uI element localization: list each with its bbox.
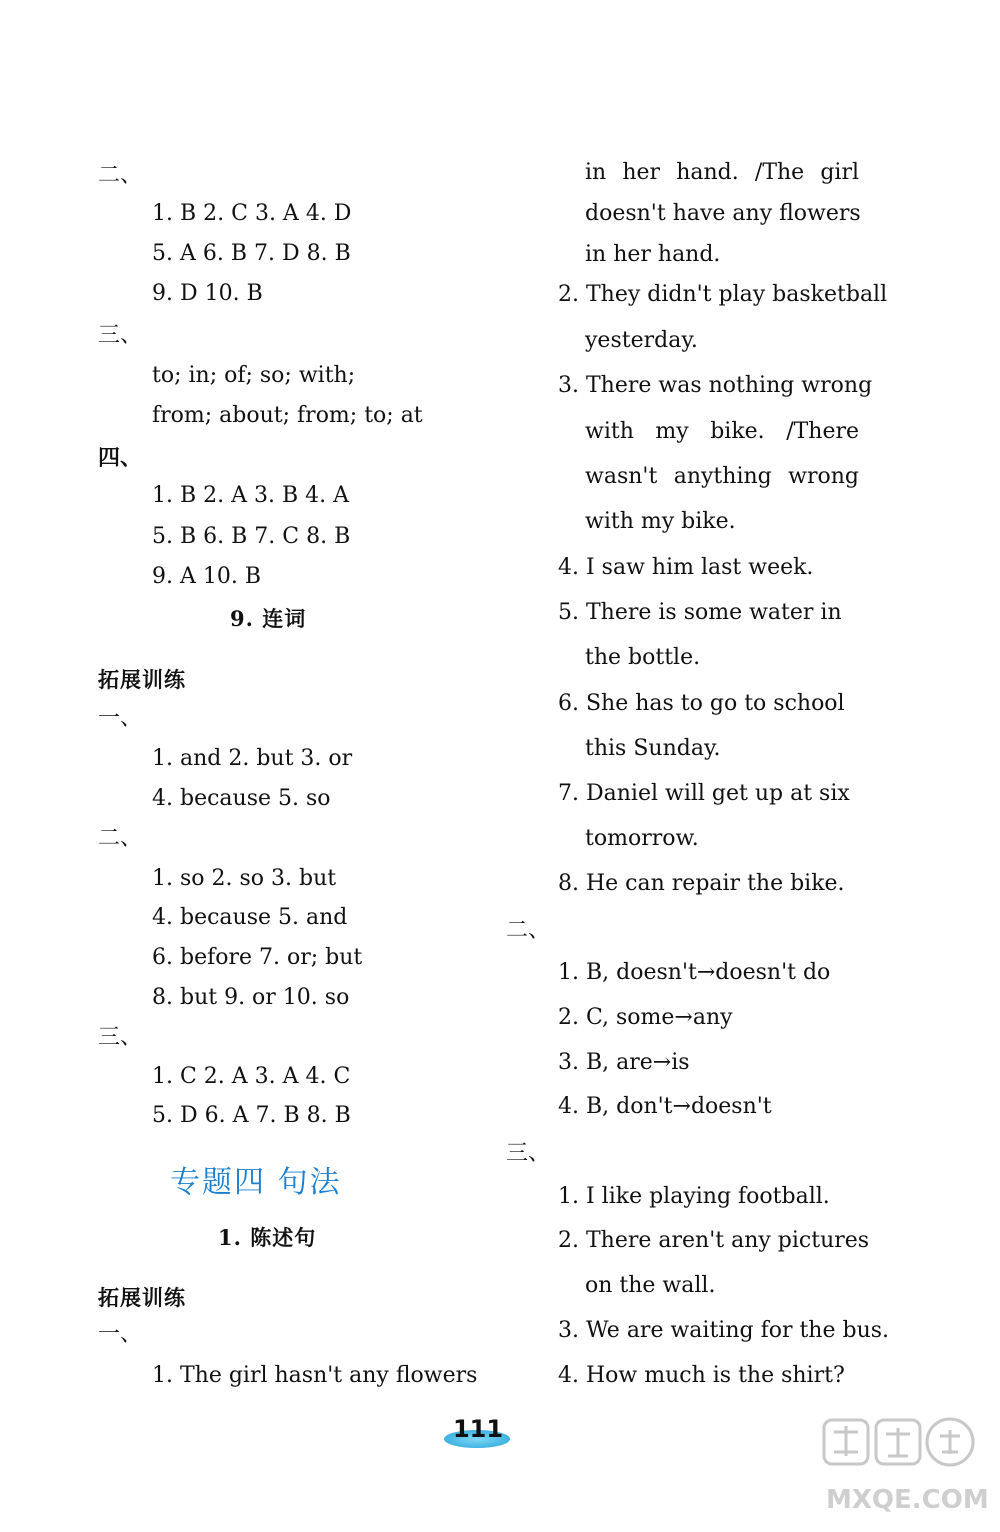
answer-line: 4. because 5. and xyxy=(152,905,348,930)
section-label: 三、 xyxy=(506,1141,551,1166)
answer-line: with my bike. xyxy=(585,509,736,534)
answer-line: 1. C 2. A 3. A 4. C xyxy=(152,1064,351,1089)
section-label: 二、 xyxy=(98,163,143,188)
answer-line: 4. I saw him last week. xyxy=(558,555,814,580)
section-label: 四、 xyxy=(98,445,143,471)
answer-line: 6. She has to go to school xyxy=(558,691,845,716)
subheading: 拓展训练 xyxy=(98,1285,186,1310)
answer-line: 4. B, don't→doesn't xyxy=(558,1094,772,1119)
answer-line: 2. C, some→any xyxy=(558,1005,733,1030)
answer-line: 6. before 7. or; but xyxy=(152,945,363,970)
svg-text:MXQE.COM: MXQE.COM xyxy=(826,1485,988,1515)
answer-line: 4. How much is the shirt? xyxy=(558,1363,845,1388)
answer-line: 1. and 2. but 3. or xyxy=(152,746,353,771)
answer-line: to; in; of; so; with; xyxy=(152,363,356,388)
answer-line: 8. but 9. or 10. so xyxy=(152,985,350,1010)
answer-line: from; about; from; to; at xyxy=(152,403,423,428)
answer-line: 9. D 10. B xyxy=(152,281,263,306)
answer-line: 2. They didn't play basketball xyxy=(558,282,888,307)
answer-line: in her hand. /The girl xyxy=(585,160,859,185)
answer-line: with my bike. /There xyxy=(585,419,859,444)
answer-line: 5. B 6. B 7. C 8. B xyxy=(152,524,351,549)
answer-line: 8. He can repair the bike. xyxy=(558,871,845,896)
topic-title: 专题四 句法 xyxy=(170,1165,342,1200)
answer-line: 3. B, are→is xyxy=(558,1050,690,1075)
answer-line: 1. B 2. A 3. B 4. A xyxy=(152,483,350,508)
lesson-heading: 9. 连词 xyxy=(230,606,307,631)
section-label: 二、 xyxy=(506,918,551,943)
answer-line: 3. We are waiting for the bus. xyxy=(558,1318,890,1343)
answer-line: yesterday. xyxy=(585,328,698,353)
answer-line: 4. because 5. so xyxy=(152,786,331,811)
section-label: 一、 xyxy=(98,706,143,731)
answer-line: in her hand. xyxy=(585,242,721,267)
answer-line: 5. There is some water in xyxy=(558,600,842,625)
answer-line: 1. B, doesn't→doesn't do xyxy=(558,960,831,985)
answer-line: 5. A 6. B 7. D 8. B xyxy=(152,241,351,266)
answer-line: this Sunday. xyxy=(585,736,721,761)
section-label: 三、 xyxy=(98,1025,143,1050)
answer-line: tomorrow. xyxy=(585,826,699,851)
watermark-logo xyxy=(818,1412,988,1522)
answer-line: 7. Daniel will get up at six xyxy=(558,781,850,806)
answer-line: on the wall. xyxy=(585,1273,716,1298)
answer-line: 1. I like playing football. xyxy=(558,1184,830,1209)
answer-line: the bottle. xyxy=(585,645,701,670)
answer-line: 5. D 6. A 7. B 8. B xyxy=(152,1103,351,1128)
answer-line: 1. B 2. C 3. A 4. D xyxy=(152,201,352,226)
lesson-heading: 1. 陈述句 xyxy=(218,1225,317,1250)
answer-line: 9. A 10. B xyxy=(152,564,262,589)
answer-line: doesn't have any flowers xyxy=(585,201,861,226)
page-number: 111 xyxy=(452,1415,504,1443)
section-label: 三、 xyxy=(98,323,143,348)
section-label: 一、 xyxy=(98,1322,143,1347)
answer-line: 1. so 2. so 3. but xyxy=(152,866,337,891)
answer-line: 3. There was nothing wrong xyxy=(558,373,873,398)
answer-line: 2. There aren't any pictures xyxy=(558,1228,870,1253)
answer-line: wasn't anything wrong xyxy=(585,464,859,489)
answer-line: 1. The girl hasn't any flowers xyxy=(152,1363,478,1388)
subheading: 拓展训练 xyxy=(98,667,186,692)
section-label: 二、 xyxy=(98,826,143,851)
